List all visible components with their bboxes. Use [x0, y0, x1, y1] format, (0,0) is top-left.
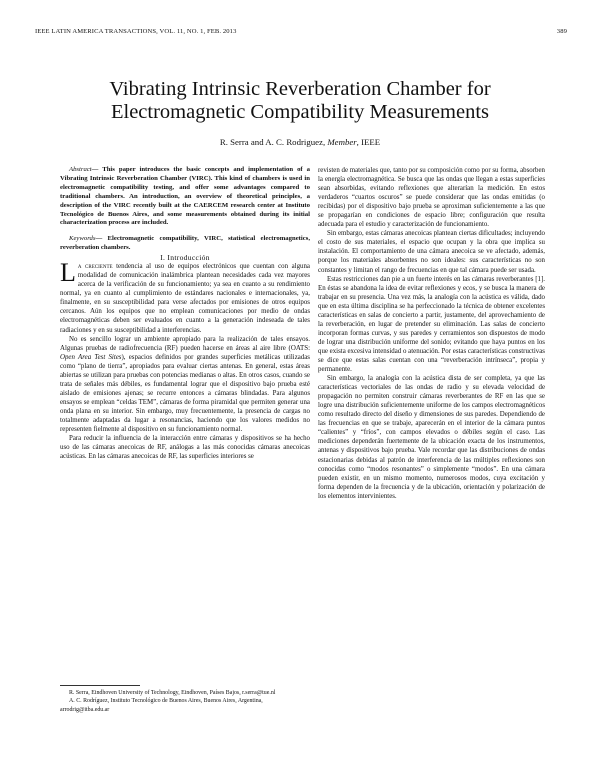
intro-paragraph-3: Para reducir la influencia de la interacción entre cámaras y dispositivos se ha hecho uso de las cámaras anecoicas de RF, análogas a las más conocidas cámaras anecoicas acústicas. En las cámaras anecoicas de RF, las superficies interiores se: [60, 435, 310, 461]
abstract-text: — This paper introduces the basic concepts and implementation of a Vibrating Intrinsic Reverberation Chamber (VIRC). This kind of chambers is used in electromagnetic compatibility testing, and offer some advantages compared to traditional chambers. An introduction, an overview of theoretical principles, a description of the VIRC recently built at the CAERCEM research center at Instituto Tecnológico de Buenos Aires, and some measurements obtained during its initial characterization process are included.: [60, 166, 310, 227]
right-paragraph-2: Sin embargo, estas cámaras anecoicas plantean ciertas dificultades; incluyendo el costo de sus materiales, el espacio que ocupan y la obra que implica su instalación. El comportamiento de una cámara anecoica se ve afectado, además, porque los materiales absorbentes no son ideales: sus características no son constantes y limitan el rango de frecuencias en que tal cámara puede ser usada.: [318, 230, 545, 274]
author-suffix: , IEEE: [356, 137, 381, 147]
title-line-1: Vibrating Intrinsic Reverberation Chamber for: [109, 78, 491, 100]
abstract-label: Abstract: [69, 166, 92, 173]
right-paragraph-3: Estas restricciones dan pie a un fuerte interés en las cámaras reverberantes [1]. En éstas se abandona la idea de evitar reflexiones y ecos, y se busca la manera de trabajar en su presencia. Una vez más, la analogía con la acústica es válida, dado que en esta última disciplina se ha perfeccionado la técnica de obtener excelentes características en salas de concierto a partir, justamente, del aprovechamiento de la reverberación, en lugar de pretender su eliminación. Las salas de concierto incorporan formas curvas, y sus paredes y cerramientos son dispuestos de modo de lograr una distribución uniforme del sonido; evitando que haya puntos en los que exista excesiva intensidad o atenuación. Por estas características constructivas se dice que estas salas cuentan con una “reverberación intrínseca”, propia y permanente.: [318, 275, 545, 374]
footnote-1: R. Serra, Eindhoven University of Technology, Eindhoven, Países Bajos, r.serra@tue.nl: [69, 690, 276, 696]
right-paragraph-1: revisten de materiales que, tanto por su composición como por su forma, absorben la energía electromagnética. Se busca que las ondas que llegan a estas superficies sean absorbidas, evitando reflexiones que alterarían la medición. En estos verdaderos “cuartos oscuros” se puede considerar que las ondas emitidas (o recibidas) por el dispositivo bajo prueba se aproximan suficientemente a las que se propagarían en condiciones de espacio libre; configuración que resulta adecuada para el estudio y caracterización de funcionamiento.: [318, 167, 545, 229]
footnote-2: A. C. Rodríguez, Instituto Tecnológico de Buenos Aires, Buenos Aires, Argentina, arrodrig@itba.edu.ar: [60, 698, 263, 713]
intro-p1-rest: tendencia al uso de equipos electrónicos que cuentan con alguna modalidad de comunicación inalámbrica plantean necesidades cada vez mayores acerca de la verificación de su funcionamiento; ya sea en cuanto a su rendimiento normal, ya en cuanto al cumplimiento de estándares nacionales e internacionales, ya, finalmente, en su susceptibilidad para verse afectados por emisiones de otros equipos cercanos. Aún los equipos que no emplean comunicaciones por medio de ondas electromagnéticas deben ser evaluados en cuanto a la generación indeseada de tales radiaciones y en su susceptibilidad a interferencias.: [60, 263, 310, 334]
intro-lead: a creciente: [77, 263, 113, 271]
intro-p2-end: ), espacios definidos por grandes superficies metálicas utilizadas como “plano de tierra”, apropiados para evaluar ciertas antenas. En general, estas áreas abiertas se utilizan para pruebas con potencias medianas o altas. En otros casos, cuando se trata de señales más débiles, es fundamental lograr que el dispositivo bajo prueba esté aislado de emisiones ajenas; se recurre entonces a cámaras blindadas. Para algunos ensayos se emplean “celdas TEM”, cámaras de forma piramidal que permiten generar una onda plana en su interior. Sin embargo, muy frecuentemente, la presencia de cargas no totalmente adaptadas da lugar a resonancias, haciendo que los valores medidos no representen fielmente al dispositivo en su funcionamiento normal.: [60, 353, 310, 434]
footnotes: [60, 685, 310, 714]
left-column: [60, 166, 310, 461]
intro-p2-start: No es sencillo lograr un ambiente apropiado para la realización de tales ensayos. Algunas pruebas de radiofrecuencia (RF) pueden hacerse en áreas al aire libre (OATS:: [60, 335, 310, 352]
journal-header: IEEE LATIN AMERICA TRANSACTIONS, VOL. 11, NO. 1, FEB. 2013: [35, 28, 237, 35]
keywords-label: Keywords: [69, 235, 96, 243]
footnote-rule: [60, 685, 140, 686]
abstract: [60, 166, 310, 228]
right-paragraph-4: Sin embargo, la analogía con la acústica dista de ser completa, ya que las características vectoriales de las ondas de radio y su elevada velocidad de propagación no permiten construir cámaras reverberantes de RF en las que se logre una distribución suficientemente uniforme de los campos electromagnéticos como resultado directo del diseño y dimensiones de sus paredes. Dependiendo de las frecuencias en que se trabaje, aparecerán en el interior de la cámara puntos “calientes” y “fríos”, con campos elevados o débiles según el caso. Las mediciones dependerán fuertemente de la ubicación exacta de los instrumentos, antenas y dispositivos bajo prueba. Vale recordar que las distribuciones de ondas estacionarias debidas al patrón de interferencia de las múltiples reflexiones son conocidas como “modos resonantes” o simplemente “modos”. En una cámara pueden existir, en un mismo momento, numerosos modos, cuya excitación y forma dependen de la frecuencia y de la ubicación, orientación y polarización de los elementos intervinientes.: [318, 375, 545, 500]
author-line: [0, 137, 600, 147]
author-role: Member: [327, 137, 357, 147]
author-names: R. Serra and A. C. Rodriguez,: [219, 137, 328, 147]
title-line-2: Electromagnetic Compatibility Measurements: [110, 101, 489, 123]
keywords-text: — Electromagnetic compatibility, VIRC, statistical electromagnetics, reverberation chambers.: [60, 235, 310, 252]
keywords: [60, 235, 310, 253]
section-heading: I. Introducción: [160, 253, 210, 263]
intro-paragraph-2: [60, 335, 310, 435]
intro-p2-italic: Open Area Test Sites: [60, 353, 122, 361]
drop-cap: L: [60, 258, 76, 288]
paper-title: [30, 78, 570, 124]
page-number: 389: [556, 28, 567, 35]
right-column: [318, 166, 545, 501]
